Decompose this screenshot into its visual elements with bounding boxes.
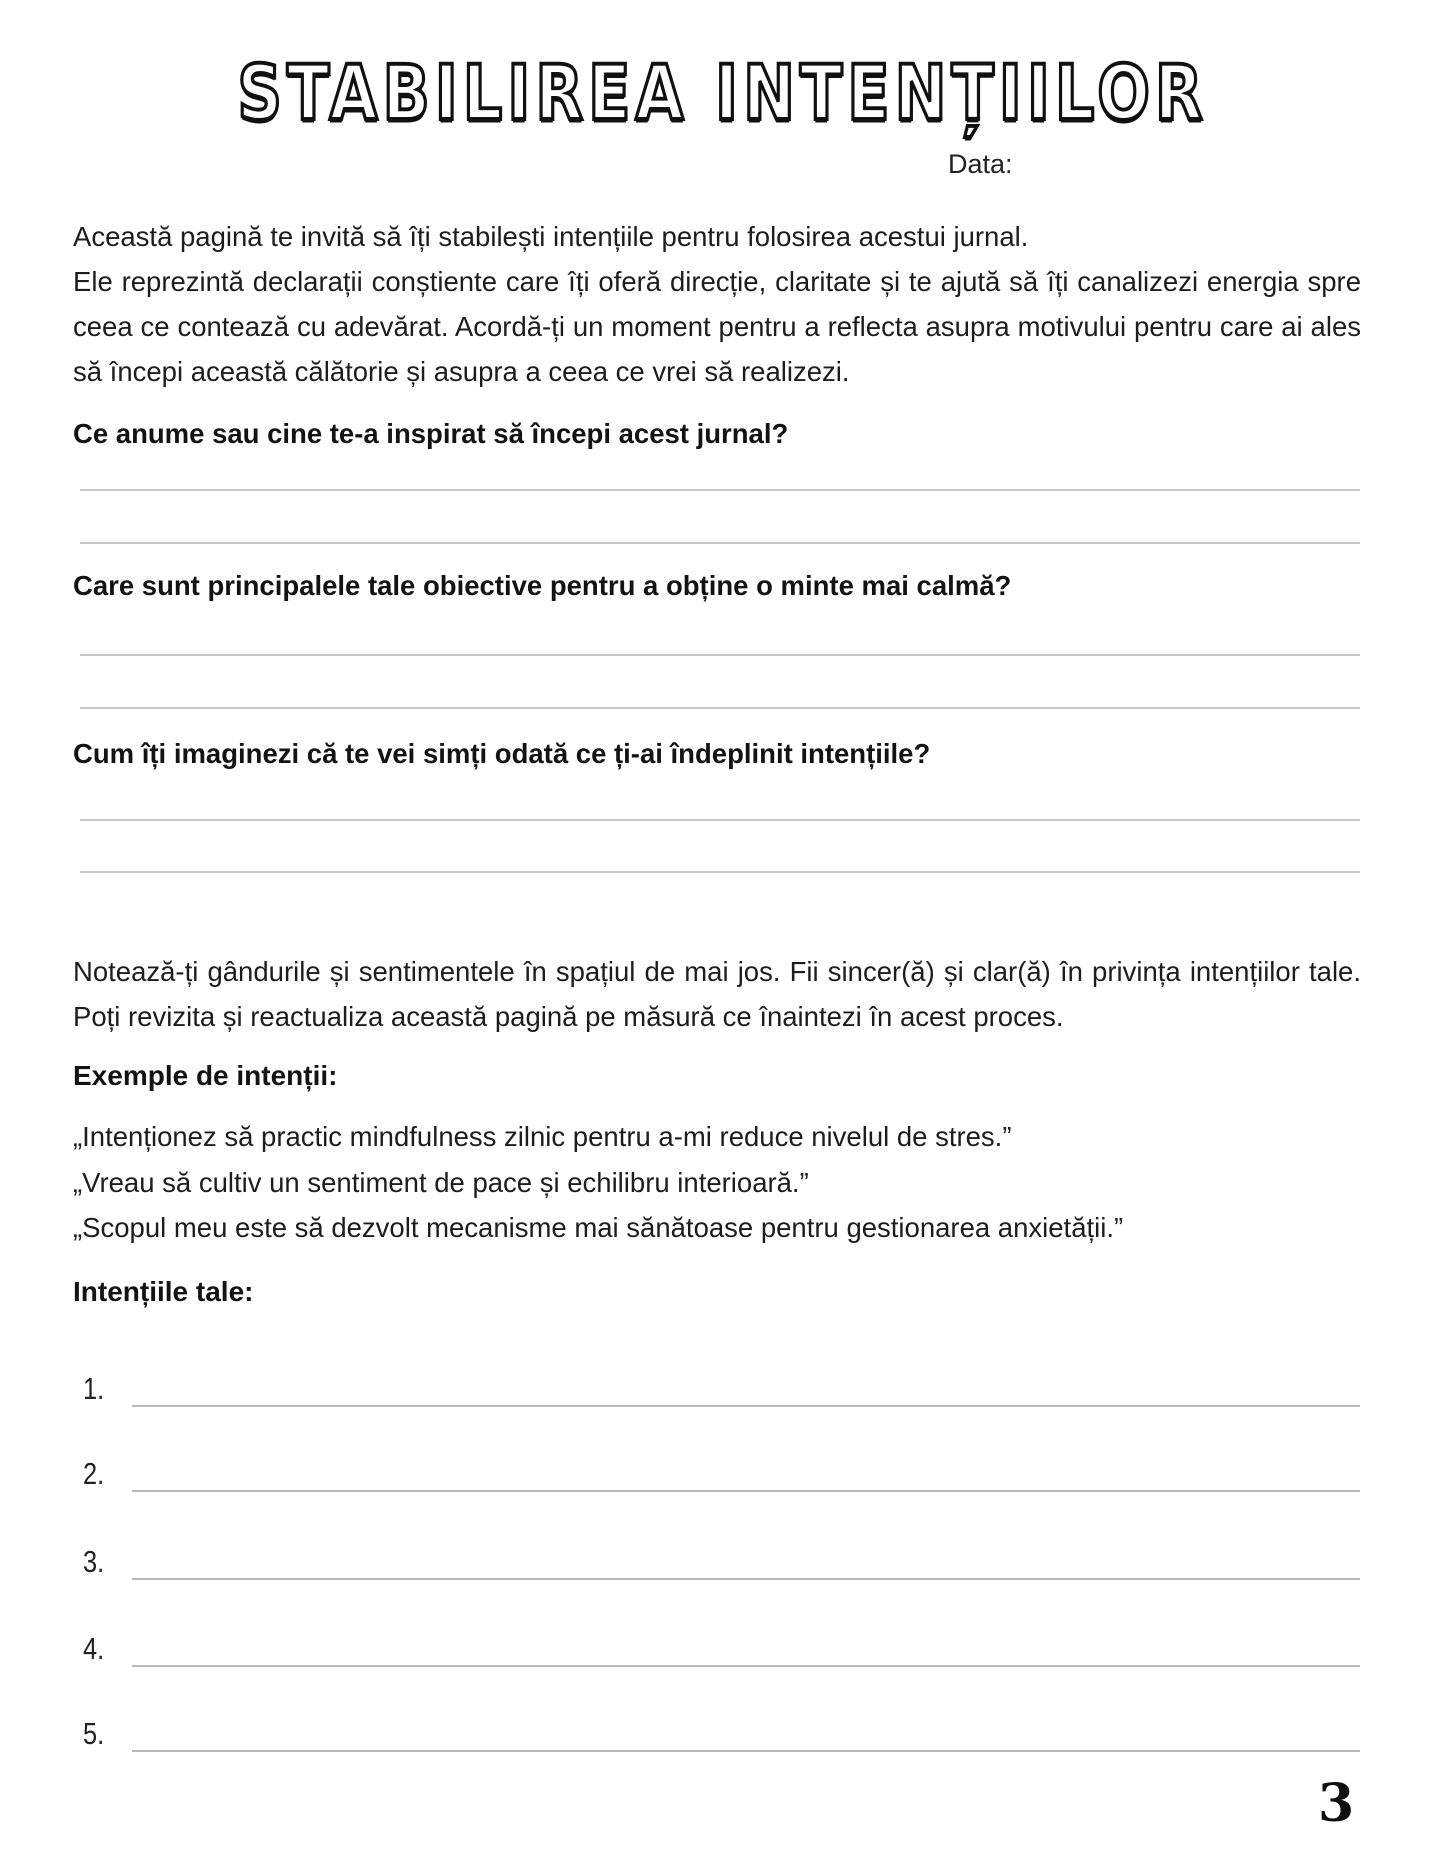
intention-line xyxy=(132,1405,1360,1407)
answer-line xyxy=(80,542,1360,544)
question-3-heading: Cum îți imaginezi că te vei simți odată ce ți-ai îndeplinit intențiile? xyxy=(73,738,931,769)
intro-continuation: Ele reprezintă declarații conștiente care îți oferă direcție, claritate și te ajută să îți canalizezi energia spre ceea ce contează cu adevărat. Acordă-ți un moment pentru a reflecta asupra motivului pentru care ai ales să începi această călătorie și asupra a ceea ce vrei să realizezi. xyxy=(73,265,1361,387)
question-1-heading: Ce anume sau cine te-a inspirat să începi acest jurnal? xyxy=(73,418,789,449)
intro-first-sentence: Această pagină te invită să îți stabilești intențiile pentru folosirea acestui jurnal. xyxy=(73,220,1029,252)
answer-line xyxy=(80,654,1360,656)
page-number: 3 xyxy=(1318,1773,1355,1834)
question-2-heading: Care sunt principalele tale obiective pentru a obține o minte mai calmă? xyxy=(73,570,1012,601)
example-item: „Vreau să cultiv un sentiment de pace și echilibru interioară.” xyxy=(73,1166,809,1198)
intentions-heading: Intențiile tale: xyxy=(73,1276,254,1307)
answer-line xyxy=(80,489,1360,491)
intention-row xyxy=(73,1371,1360,1411)
examples-list xyxy=(73,1114,1361,1251)
intention-number: 1. xyxy=(83,1371,105,1406)
intention-number: 4. xyxy=(83,1631,105,1666)
answer-line xyxy=(80,871,1360,873)
page-title: STABILIREA INTENȚIILOR xyxy=(237,48,1208,138)
answer-line xyxy=(80,819,1360,821)
answer-line xyxy=(80,707,1360,709)
intro-paragraph xyxy=(73,214,1361,394)
intention-line xyxy=(132,1750,1360,1752)
intention-line xyxy=(132,1665,1360,1667)
intention-row xyxy=(73,1544,1360,1584)
example-item: „Intenționez să practic mindfulness zilnic pentru a-mi reduce nivelul de stres.” xyxy=(73,1121,1012,1152)
intention-row xyxy=(73,1716,1360,1756)
example-item: „Scopul meu este să dezvolt mecanisme mai sănătoase pentru gestionarea anxietății.” xyxy=(73,1212,1124,1243)
notes-paragraph: Notează-ți gândurile și sentimentele în spațiul de mai jos. Fii sincer(ă) și clar(ă) în privința intențiilor tale. Poți revizita și reactualiza această pagină pe măsură ce înaintezi în acest proces. xyxy=(73,955,1361,1032)
examples-heading: Exemple de intenții: xyxy=(73,1060,338,1091)
intention-row xyxy=(73,1631,1360,1671)
intention-line xyxy=(132,1578,1360,1580)
date-label: Data: xyxy=(948,149,1013,179)
intention-number: 5. xyxy=(83,1716,105,1751)
intention-row xyxy=(73,1456,1360,1496)
intention-number: 3. xyxy=(83,1544,105,1579)
intention-line xyxy=(132,1490,1360,1492)
intention-number: 2. xyxy=(83,1456,105,1491)
